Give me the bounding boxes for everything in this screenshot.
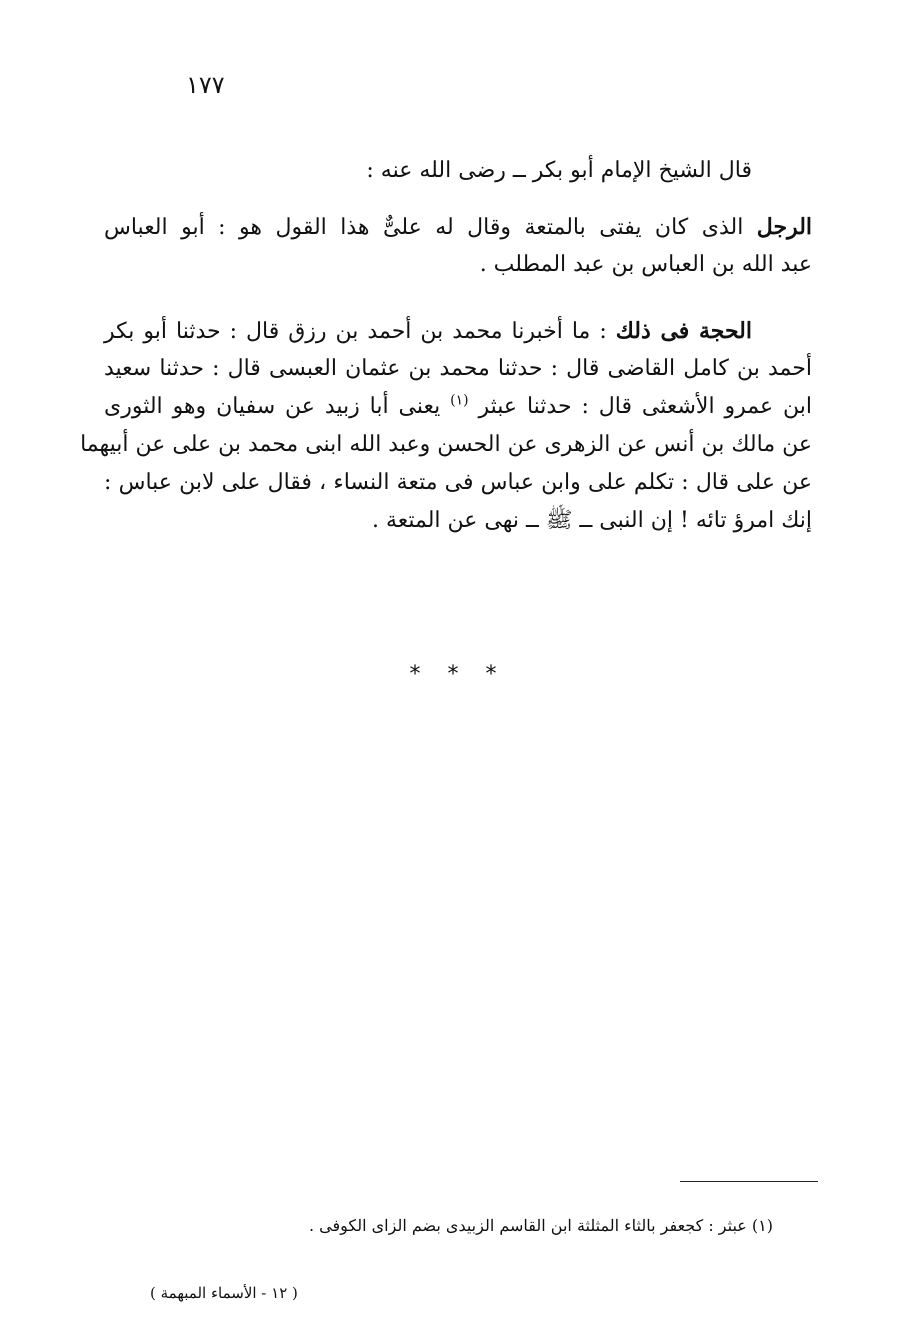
evidence-line-2: أحمد بن كامل القاضى قال : حدثنا محمد بن عثمان العبسى قال : حدثنا سعيد [104, 356, 812, 381]
evidence-paragraph [80, 312, 812, 540]
opening-paragraph [104, 152, 812, 190]
evidence-line-3-part-2: يعنى أبا زبيد عن سفيان وهو الثورى [104, 394, 441, 419]
identification-line-2: عبد الله بن العباس بن عبد المطلب . [479, 252, 812, 277]
identification-paragraph [104, 208, 812, 284]
identification-lead-word: الرجل [756, 214, 813, 240]
evidence-line-4: عن مالك بن أنس عن الزهرى عن الحسن وعبد الله ابنى محمد بن على عن أبيهما [80, 432, 812, 457]
footnote: (١) عبثر : كجعفر بالثاء المثلثة ابن القاسم الزبيدى بضم الزاى الكوفى . [308, 1216, 773, 1235]
evidence-line-1-text: : ما أخبرنا محمد بن أحمد بن رزق قال : حدثنا أبو بكر [104, 319, 607, 344]
footnote-marker: (١) [450, 392, 469, 409]
evidence-line-5: عن على قال : تكلم على وابن عباس فى متعة النساء ، فقال على لابن عباس : [104, 470, 812, 495]
signature-line: ( ١٢ - الأسماء المبهمة ) [150, 1284, 298, 1302]
evidence-line-1 [104, 312, 812, 350]
evidence-line-6: إنك امرؤ تائه ! إن النبى ــ ﷺ ــ نهى عن المتعة . [371, 508, 812, 533]
evidence-line-3-part-1: ابن عمرو الأشعثى قال : حدثنا عبثر [478, 394, 812, 419]
opening-line: قال الشيخ الإمام أبو بكر ــ رضى الله عنه : [366, 158, 752, 183]
evidence-lead-phrase: الحجة فى ذلك [615, 318, 752, 344]
identification-line-1-text: الذى كان يفتى بالمتعة وقال له علىٌّ هذا القول هو : أبو العباس [104, 215, 744, 240]
identification-line-1 [104, 208, 812, 246]
page-number: ١٧٧ [186, 71, 225, 99]
footnote-divider [680, 1181, 818, 1182]
evidence-line-3 [104, 388, 812, 426]
section-separator: * * * [409, 662, 507, 687]
